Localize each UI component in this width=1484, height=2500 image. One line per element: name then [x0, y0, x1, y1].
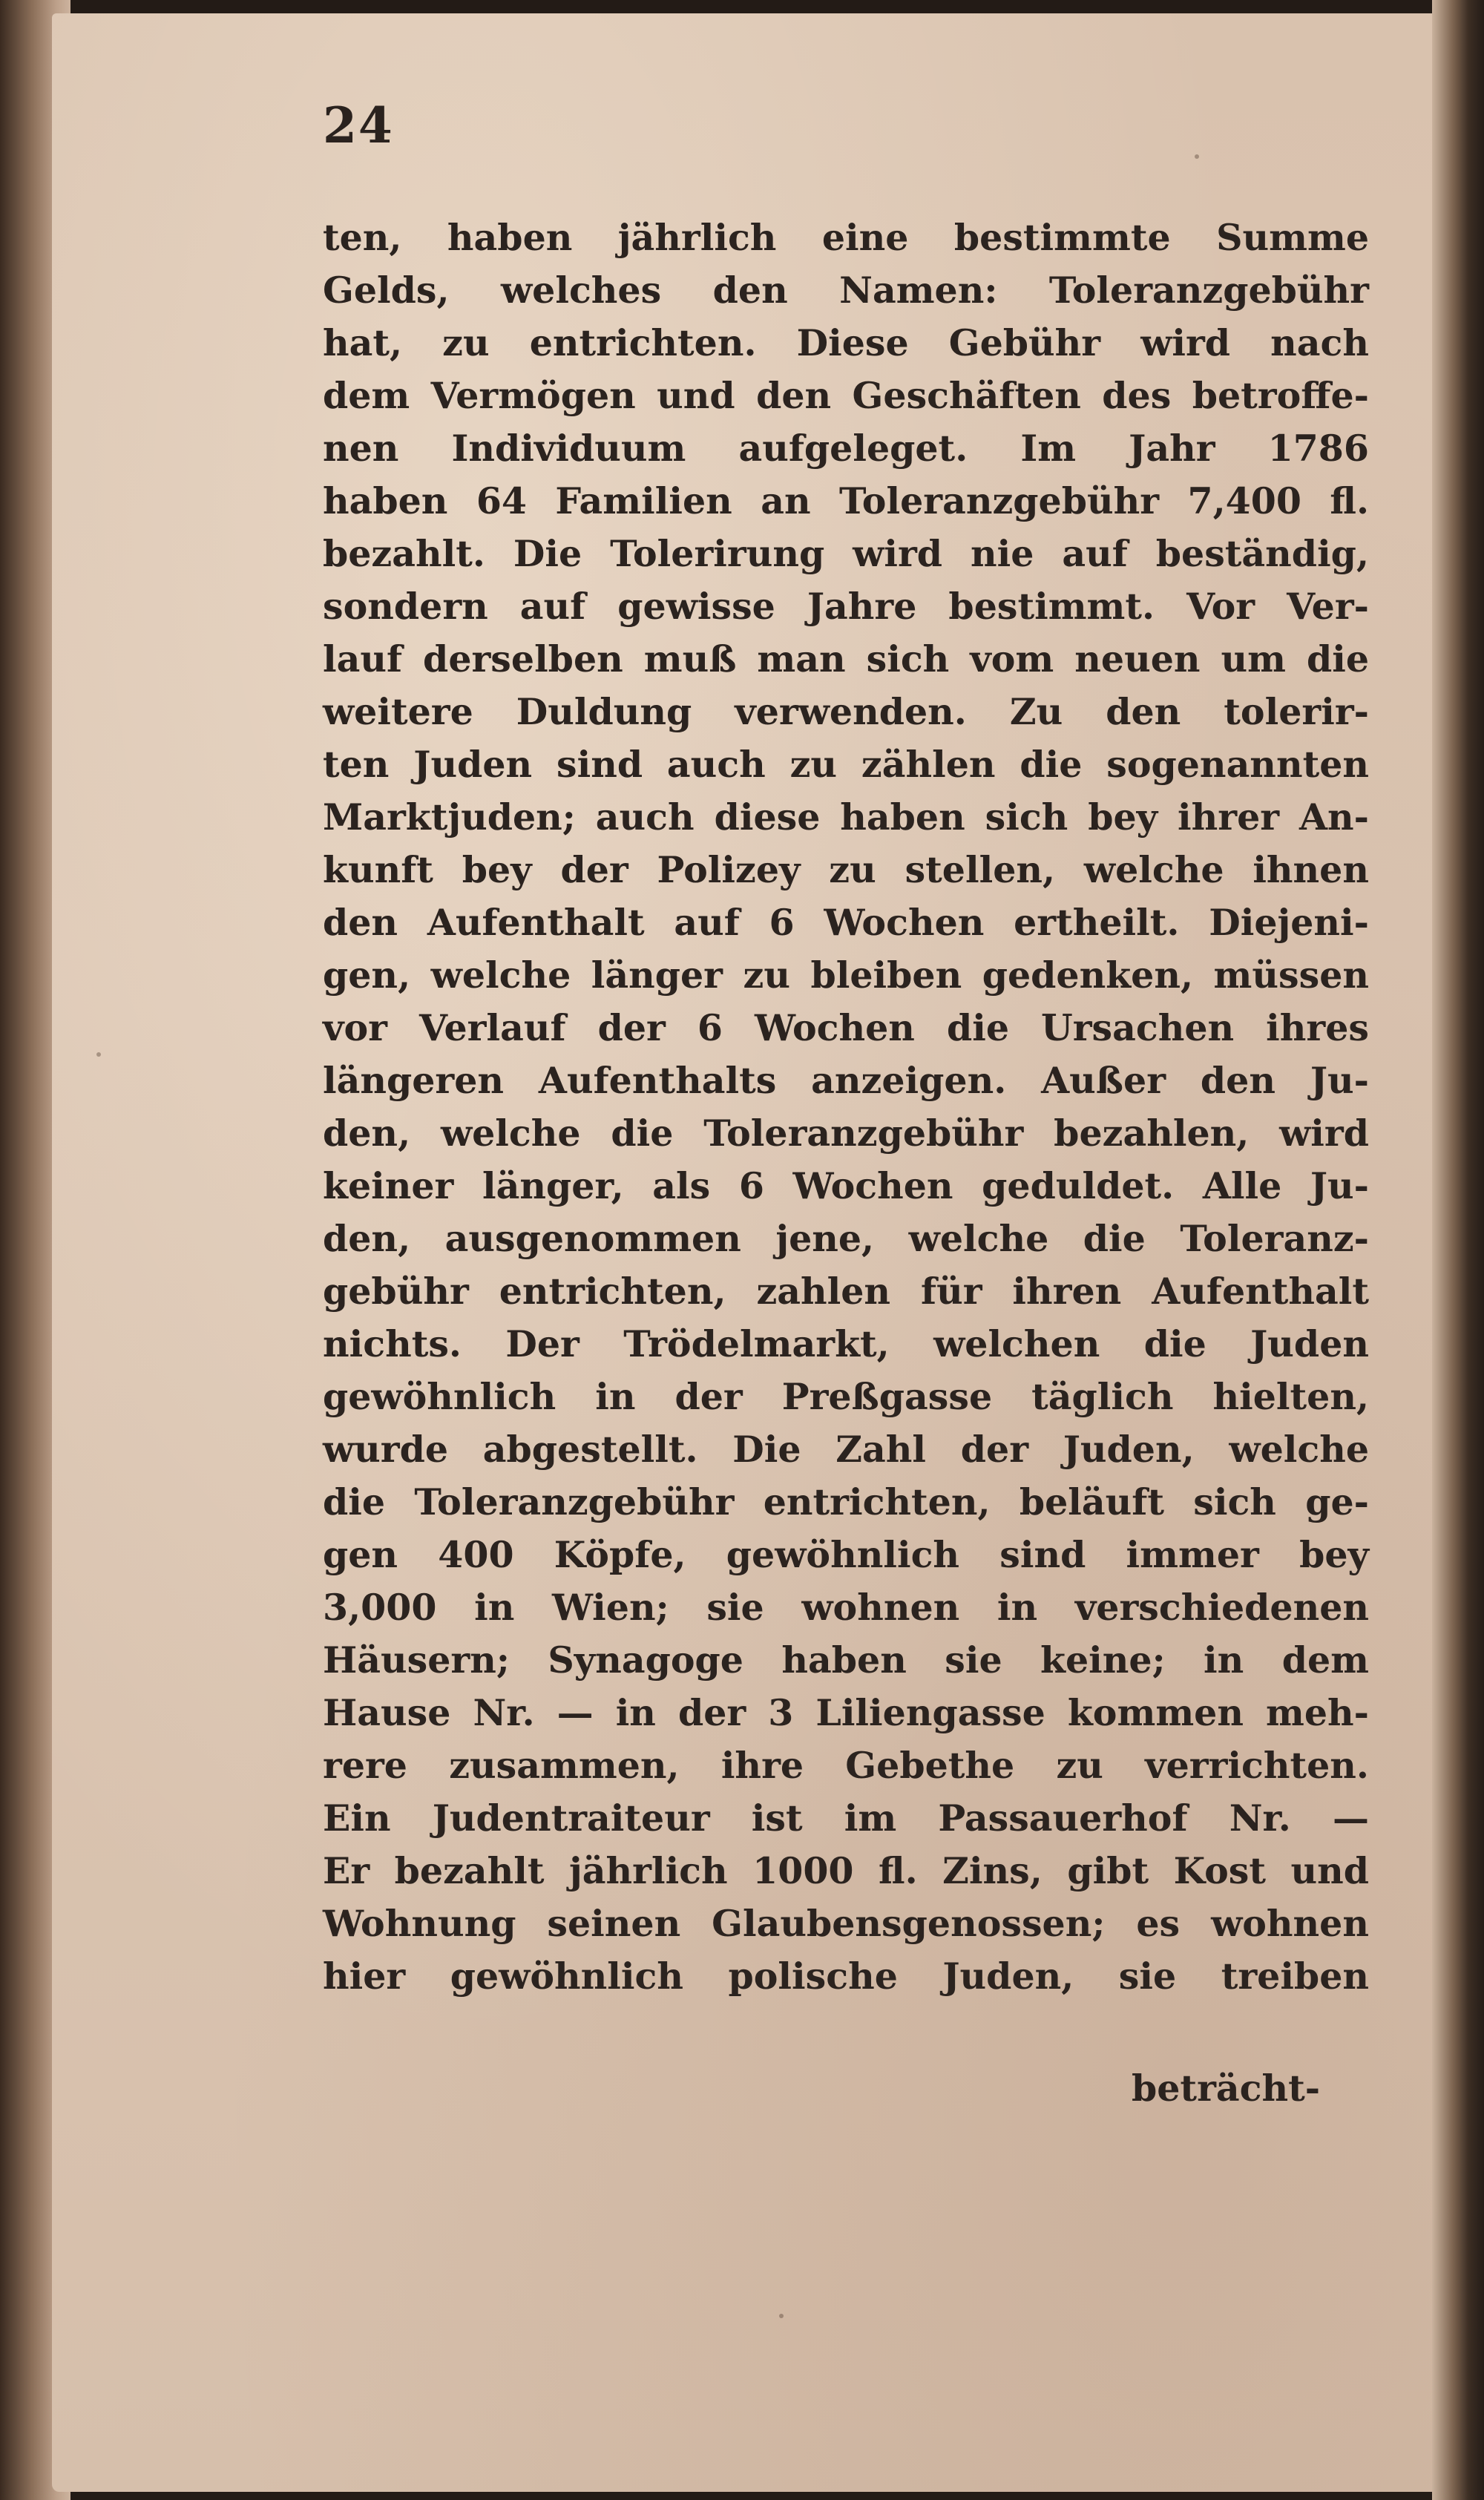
text-line: bezahlt. Die Tolerirung wird nie auf beständig, [323, 532, 1369, 575]
text-line: nichts. Der Trödelmarkt, welchen die Juden [323, 1322, 1369, 1365]
page-number: 24 [323, 96, 394, 154]
paper-speck [779, 2314, 784, 2318]
book-gutter [1432, 0, 1484, 2500]
text-line: Hause Nr. — in der 3 Liliengasse kommen meh- [323, 1691, 1369, 1734]
text-line: Marktjuden; auch diese haben sich bey ihrer An- [323, 795, 1369, 839]
text-line: Wohnung seinen Glaubensgenossen; es wohnen [323, 1902, 1369, 1945]
text-line: gewöhnlich in der Preßgasse täglich hielten, [323, 1375, 1369, 1418]
text-line: hat, zu entrichten. Diese Gebühr wird nach [323, 321, 1369, 364]
text-line: kunft bey der Polizey zu stellen, welche ihnen [323, 848, 1369, 891]
text-line: den, welche die Toleranzgebühr bezahlen, wird [323, 1112, 1369, 1155]
text-line: hier gewöhnlich polische Juden, sie treiben [323, 1955, 1369, 1998]
body-text [323, 211, 1369, 2003]
text-line: gebühr entrichten, zahlen für ihren Aufenthalt [323, 1270, 1369, 1313]
text-line: haben 64 Familien an Toleranzgebühr 7,400 fl. [323, 479, 1369, 522]
text-line: wurde abgestellt. Die Zahl der Juden, welche [323, 1428, 1369, 1471]
text-line: die Toleranzgebühr entrichten, beläuft sich ge- [323, 1480, 1369, 1523]
text-line: keiner länger, als 6 Wochen geduldet. Alle Ju- [323, 1164, 1369, 1207]
text-line: den, ausgenommen jene, welche die Toleranz- [323, 1217, 1369, 1260]
text-line: Er bezahlt jährlich 1000 fl. Zins, gibt Kost und [323, 1849, 1369, 1892]
text-line: 3,000 in Wien; sie wohnen in verschiedenen [323, 1586, 1369, 1629]
catchword: beträcht- [1132, 2067, 1321, 2110]
text-line: Gelds, welches den Namen: Toleranzgebühr [323, 269, 1369, 312]
text-line: ten Juden sind auch zu zählen die sogenannten [323, 743, 1369, 786]
text-line: sondern auf gewisse Jahre bestimmt. Vor Ver- [323, 585, 1369, 628]
text-line: rere zusammen, ihre Gebethe zu verrichten. [323, 1744, 1369, 1787]
text-line: vor Verlauf der 6 Wochen die Ursachen ihres [323, 1006, 1369, 1049]
text-line: gen 400 Köpfe, gewöhnlich sind immer bey [323, 1533, 1369, 1576]
text-line: den Aufenthalt auf 6 Wochen ertheilt. Diejeni- [323, 901, 1369, 944]
text-line: gen, welche länger zu bleiben gedenken, müssen [323, 954, 1369, 997]
text-line: Häusern; Synagoge haben sie keine; in dem [323, 1638, 1369, 1682]
text-line: ten, haben jährlich eine bestimmte Summe [323, 216, 1369, 259]
text-line: Ein Judentraiteur ist im Passauerhof Nr. — [323, 1797, 1369, 1840]
text-line: nen Individuum aufgeleget. Im Jahr 1786 [323, 427, 1369, 470]
paper-speck [1195, 154, 1199, 159]
text-line: längeren Aufenthalts anzeigen. Außer den Ju- [323, 1059, 1369, 1102]
text-line: weitere Duldung verwenden. Zu den tolerir- [323, 690, 1369, 733]
text-line: dem Vermögen und den Geschäften des betroffe- [323, 374, 1369, 417]
paper-speck [96, 1052, 101, 1057]
text-line: lauf derselben muß man sich vom neuen um die [323, 637, 1369, 680]
